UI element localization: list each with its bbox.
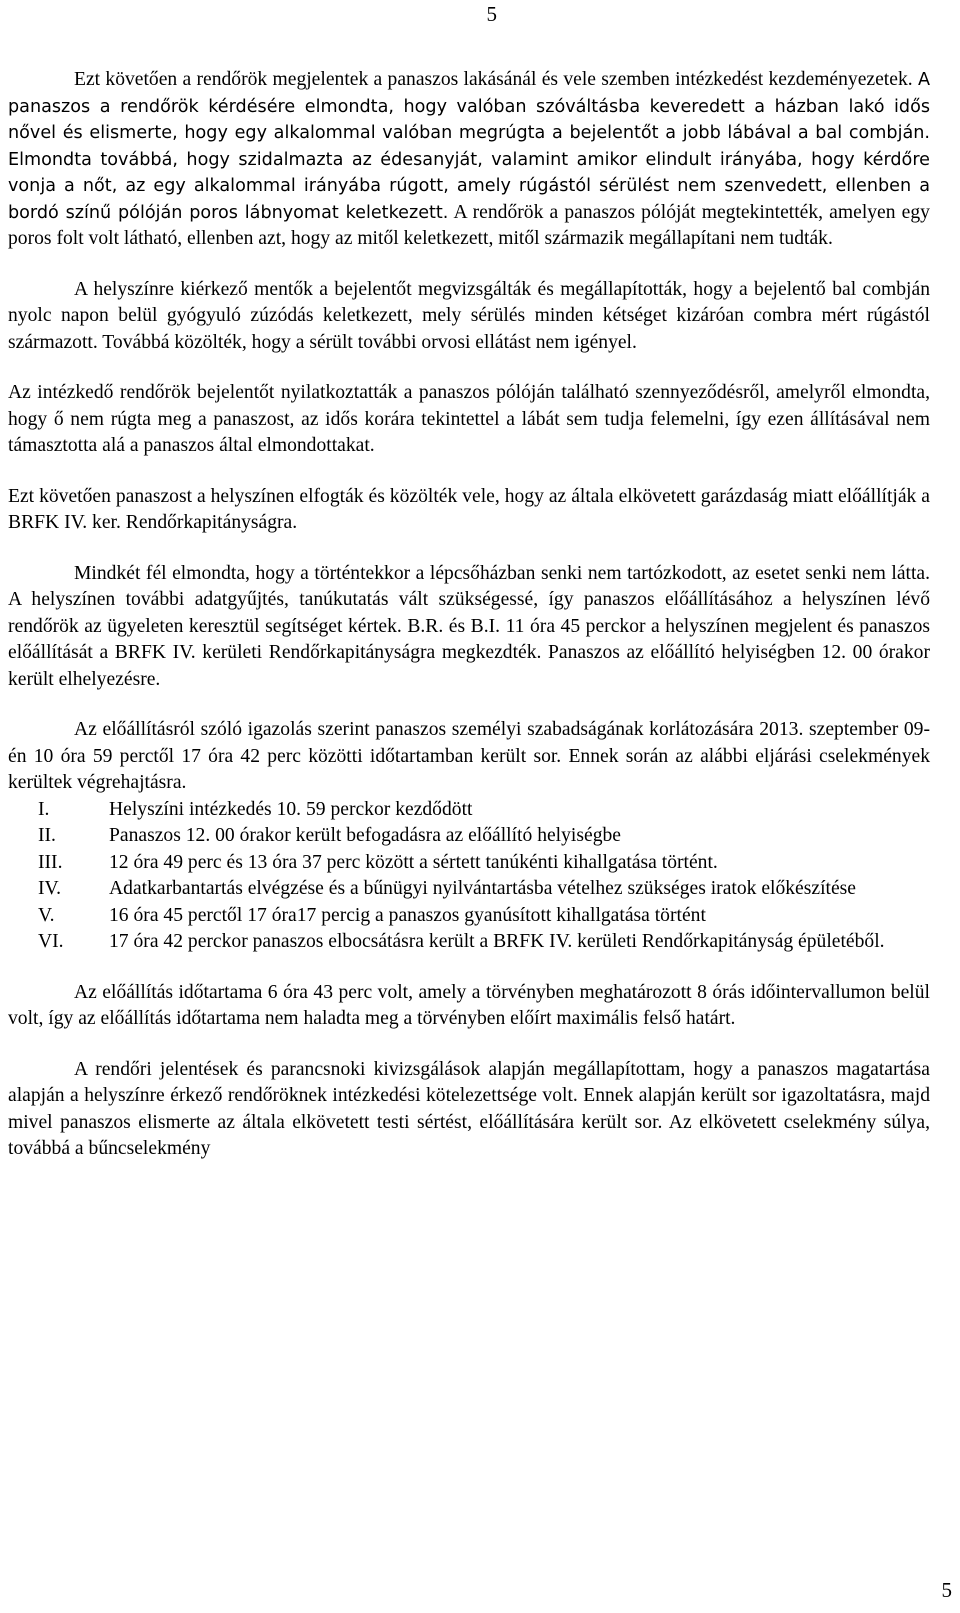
list-item-number: I. xyxy=(38,798,50,820)
list-item xyxy=(8,823,930,850)
procedure-list xyxy=(8,797,930,956)
paragraph-6: Az előállításról szóló igazolás szerint panaszos személyi szabadságának korlátozására 2013. szeptember 09-én 10 óra 59 perctől 17 óra 42 perc közötti időtartamban került sor. Ennek során az alábbi eljárási cselekmények kerültek végrehajtásra. xyxy=(8,719,930,793)
list-item-text: 16 óra 45 perctől 17 óra17 percig a panaszos gyanúsított kihallgatása történt xyxy=(109,904,706,926)
paragraph-7: Az előállítás időtartama 6 óra 43 perc volt, amely a törvényben meghatározott 8 órás időintervallumon belül volt, így az előállítás időtartama nem haladta meg a törvényben előírt maximális felső határt. xyxy=(8,981,930,1029)
list-item-text: Adatkarbantartás elvégzése és a bűnügyi nyilvántartásba vételhez szükséges iratok előkészítése xyxy=(109,878,856,899)
paragraph-1-part-a: Ezt követően a rendőrök megjelentek a panaszos lakásánál és vele szemben intézkedést kezdeményezetek. xyxy=(74,69,913,90)
list-item-text: Helyszíni intézkedés 10. 59 perckor kezdődött xyxy=(109,798,473,820)
page-number-bottom: 5 xyxy=(941,1578,952,1602)
list-item xyxy=(8,876,930,903)
list-item-text: 12 óra 49 perc és 13 óra 37 perc között a sértett tanúkénti kihallgatása történt. xyxy=(109,851,718,873)
list-item xyxy=(8,797,930,824)
paragraph-1 xyxy=(8,67,930,253)
paragraph-3: Az intézkedő rendőrök bejelentőt nyilatkoztatták a panaszos pólóján található szennyeződésről, amelyről elmondta, hogy ő nem rúgta meg a panaszost, az idős korára tekintettel a lábát sem tudja felemelni, így ezen állításával nem támasztotta alá a panaszos által elmondottakat. xyxy=(8,382,930,456)
list-item-number: IV. xyxy=(38,878,62,899)
paragraph-4: Ezt követően panaszost a helyszínen elfogták és közölték vele, hogy az általa elkövetett garázdaság miatt előállítják a BRFK IV. ker. Rendőrkapitányságra. xyxy=(8,485,930,533)
list-item-number: II. xyxy=(38,825,56,846)
list-item-number: III. xyxy=(38,851,63,873)
list-item xyxy=(8,850,930,877)
list-item-number: VI. xyxy=(38,931,64,952)
paragraph-8: A rendőri jelentések és parancsnoki kivizsgálások alapján megállapítottam, hogy a panaszos magatartása alapján a helyszínre érkező rendőröknek intézkedési kötelezettsége volt. Ennek alapján került sor igazoltatásra, majd mivel panaszos elismerte az általa elkövetett testi sértést, előállítására került sor. Az elkövetett cselekmény súlya, továbbá a bűncselekmény xyxy=(8,1058,930,1159)
list-item-number: V. xyxy=(38,904,55,926)
paragraph-5: Mindkét fél elmondta, hogy a történtekkor a lépcsőházban senki nem tartózkodott, az esetet senki nem látta. A helyszínen további adatgyűjtés, tanúkutatás vált szükségessé, így panaszos előállításához a helyszínen lévő rendőrök az ügyeleten keresztül segítséget kértek. B.R. és B.I. 11 óra 45 perckor a helyszínen megjelent és panaszos előállítását a BRFK IV. kerületi Rendőrkapitányságra megkezdték. Panaszos az előállító helyiségben 12. 00 órakor került elhelyezésre. xyxy=(8,562,930,690)
list-item xyxy=(8,929,930,956)
list-item-text: 17 óra 42 perckor panaszos elbocsátásra került a BRFK IV. kerületi Rendőrkapitányság épületéből. xyxy=(109,931,885,952)
paragraph-2: A helyszínre kiérkező mentők a bejelentőt megvizsgálták és megállapították, hogy a bejelentő bal combján nyolc napon belül gyógyuló zúzódás keletkezett, mely sérülés minden kétséget kizáróan combra mért rúgástól származott. Továbbá közölték, hogy a sérült további orvosi ellátást nem igényel. xyxy=(8,278,930,353)
list-item-text: Panaszos 12. 00 órakor került befogadásra az előállító helyiségbe xyxy=(109,825,621,846)
paragraph-1-part-b: A panaszos a rendőrök kérdésére elmondta, hogy valóban szóváltásba keveredett a házban lakó idős nővel és elismerte, hogy egy alkalommal valóban megrúgta a bejelentőt a jobb lábával a bal combján. Elmondta továbbá, hogy szidalmazta az édesanyját, valamint amikor elindult irányába, hogy kérdőre vonja a nőt, az egy alkalommal irányába rúgott, amely rúgástól sérülést nem szenvedett, ellenben a bordó színű pólóján poros lábnyomat keletkezett. xyxy=(8,70,930,223)
page-number-top: 5 xyxy=(486,2,497,26)
list-item xyxy=(8,903,930,930)
document-body xyxy=(8,67,930,1163)
paragraph-1-part-c: A rendőrök a panaszos pólóját megtekintették, amelyen egy poros folt volt látható, ellenben azt, hogy az mitől keletkezett, mitől származik megállapítani nem tudták. xyxy=(8,201,930,249)
